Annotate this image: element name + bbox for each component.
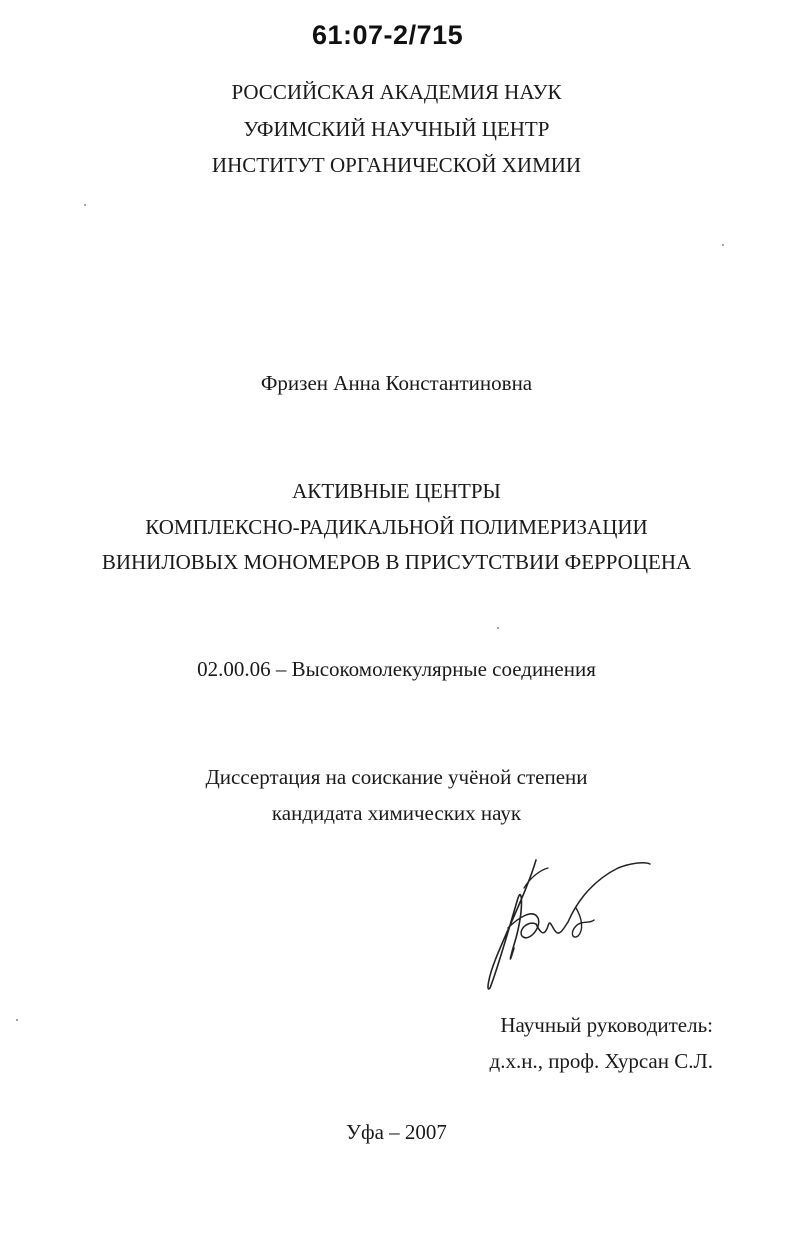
organization-institute: ИНСТИТУТ ОРГАНИЧЕСКОЙ ХИМИИ — [211, 153, 582, 177]
degree-line-1: Диссертация на соискание учёной степени — [205, 765, 588, 789]
author-name: Фризен Анна Константиновна — [260, 371, 533, 395]
supervisor-name: д.х.н., проф. Хурсан С.Л. — [489, 1049, 713, 1073]
supervisor-label: Научный руководитель: — [500, 1013, 713, 1037]
scan-speck — [497, 627, 499, 629]
organization-academy: РОССИЙСКАЯ АКАДЕМИЯ НАУК — [231, 80, 562, 104]
signature — [478, 848, 658, 998]
degree-line-2: кандидата химических наук — [271, 801, 522, 825]
thesis-title-line-1: АКТИВНЫЕ ЦЕНТРЫ — [292, 479, 501, 503]
thesis-title-line-3: ВИНИЛОВЫХ МОНОМЕРОВ В ПРИСУТСТВИИ ФЕРРОЦЕНА — [101, 550, 692, 574]
scan-speck — [84, 204, 86, 206]
thesis-title-line-2: КОМПЛЕКСНО-РАДИКАЛЬНОЙ ПОЛИМЕРИЗАЦИИ — [145, 515, 648, 539]
specialty-code: 02.00.06 – Высокомолекулярные соединения — [197, 657, 596, 681]
scan-speck — [16, 1019, 18, 1021]
scan-speck — [722, 244, 724, 246]
organization-center: УФИМСКИЙ НАУЧНЫЙ ЦЕНТР — [243, 117, 550, 141]
library-stamp: 61:07-2/715 — [312, 20, 464, 50]
place-and-year: Уфа – 2007 — [346, 1120, 447, 1144]
